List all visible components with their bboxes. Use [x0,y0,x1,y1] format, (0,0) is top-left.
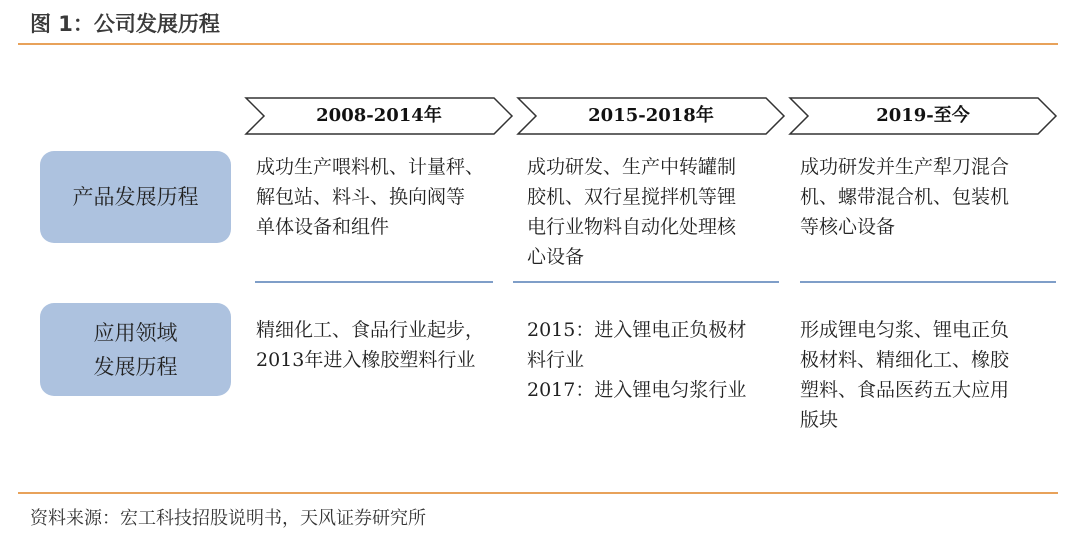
cell-line: 料行业 [527,349,585,371]
row-separator [513,281,779,283]
cell-line: 塑料、食品医药五大应用 [800,379,1010,401]
row-separator [255,281,493,283]
cell-line: 2013年进入橡胶塑料行业 [256,349,476,371]
period-arrow-1 [244,97,514,135]
bottom-rule [18,492,1058,494]
cell-line: 胶机、双行星搅拌机等锂 [527,186,737,208]
period-arrow-2 [516,97,786,135]
cell-application-2019 [800,315,1009,435]
cell-line: 机、螺带混合机、包装机 [800,186,1010,208]
row-label-product [40,151,231,243]
cell-line: 心设备 [527,246,585,268]
row-label-text: 发展历程 [93,354,178,379]
cell-line: 成功生产喂料机、计量秤、 [256,156,485,178]
cell-line: 解包站、料斗、换向阀等 [256,186,466,208]
row-label-text: 应用领域 [93,320,178,345]
cell-line: 成功研发、生产中转罐制 [527,156,737,178]
period-label: 2015-2018年 [588,105,714,126]
row-separator [800,281,1056,283]
cell-line: 电行业物料自动化处理核 [527,216,737,238]
period-label: 2008-2014年 [316,105,442,126]
cell-product-2008 [256,152,484,242]
top-rule [18,43,1058,45]
period-arrow-3 [788,97,1058,135]
row-label-text: 产品发展历程 [72,185,199,209]
cell-application-2015 [527,315,746,405]
cell-line: 成功研发并生产犁刀混合 [800,156,1010,178]
cell-product-2015 [527,152,736,272]
period-label: 2019-至今 [876,105,970,126]
cell-application-2008 [256,315,484,375]
cell-line: 版块 [800,409,839,431]
cell-line: 2015：进入锂电正负极材 [527,319,747,341]
cell-line: 单体设备和组件 [256,216,390,238]
figure-title: 图 1：公司发展历程 [30,12,220,36]
cell-line: 等核心设备 [800,216,896,238]
source-note: 资料来源：宏工科技招股说明书，天风证券研究所 [30,508,426,529]
cell-line: 极材料、精细化工、橡胶 [800,349,1010,371]
cell-line: 2017：进入锂电匀浆行业 [527,379,747,401]
cell-line: 形成锂电匀浆、锂电正负 [800,319,1010,341]
cell-line: 精细化工、食品行业起步， [256,319,485,341]
row-label-application [40,303,231,396]
cell-product-2019 [800,152,1009,242]
